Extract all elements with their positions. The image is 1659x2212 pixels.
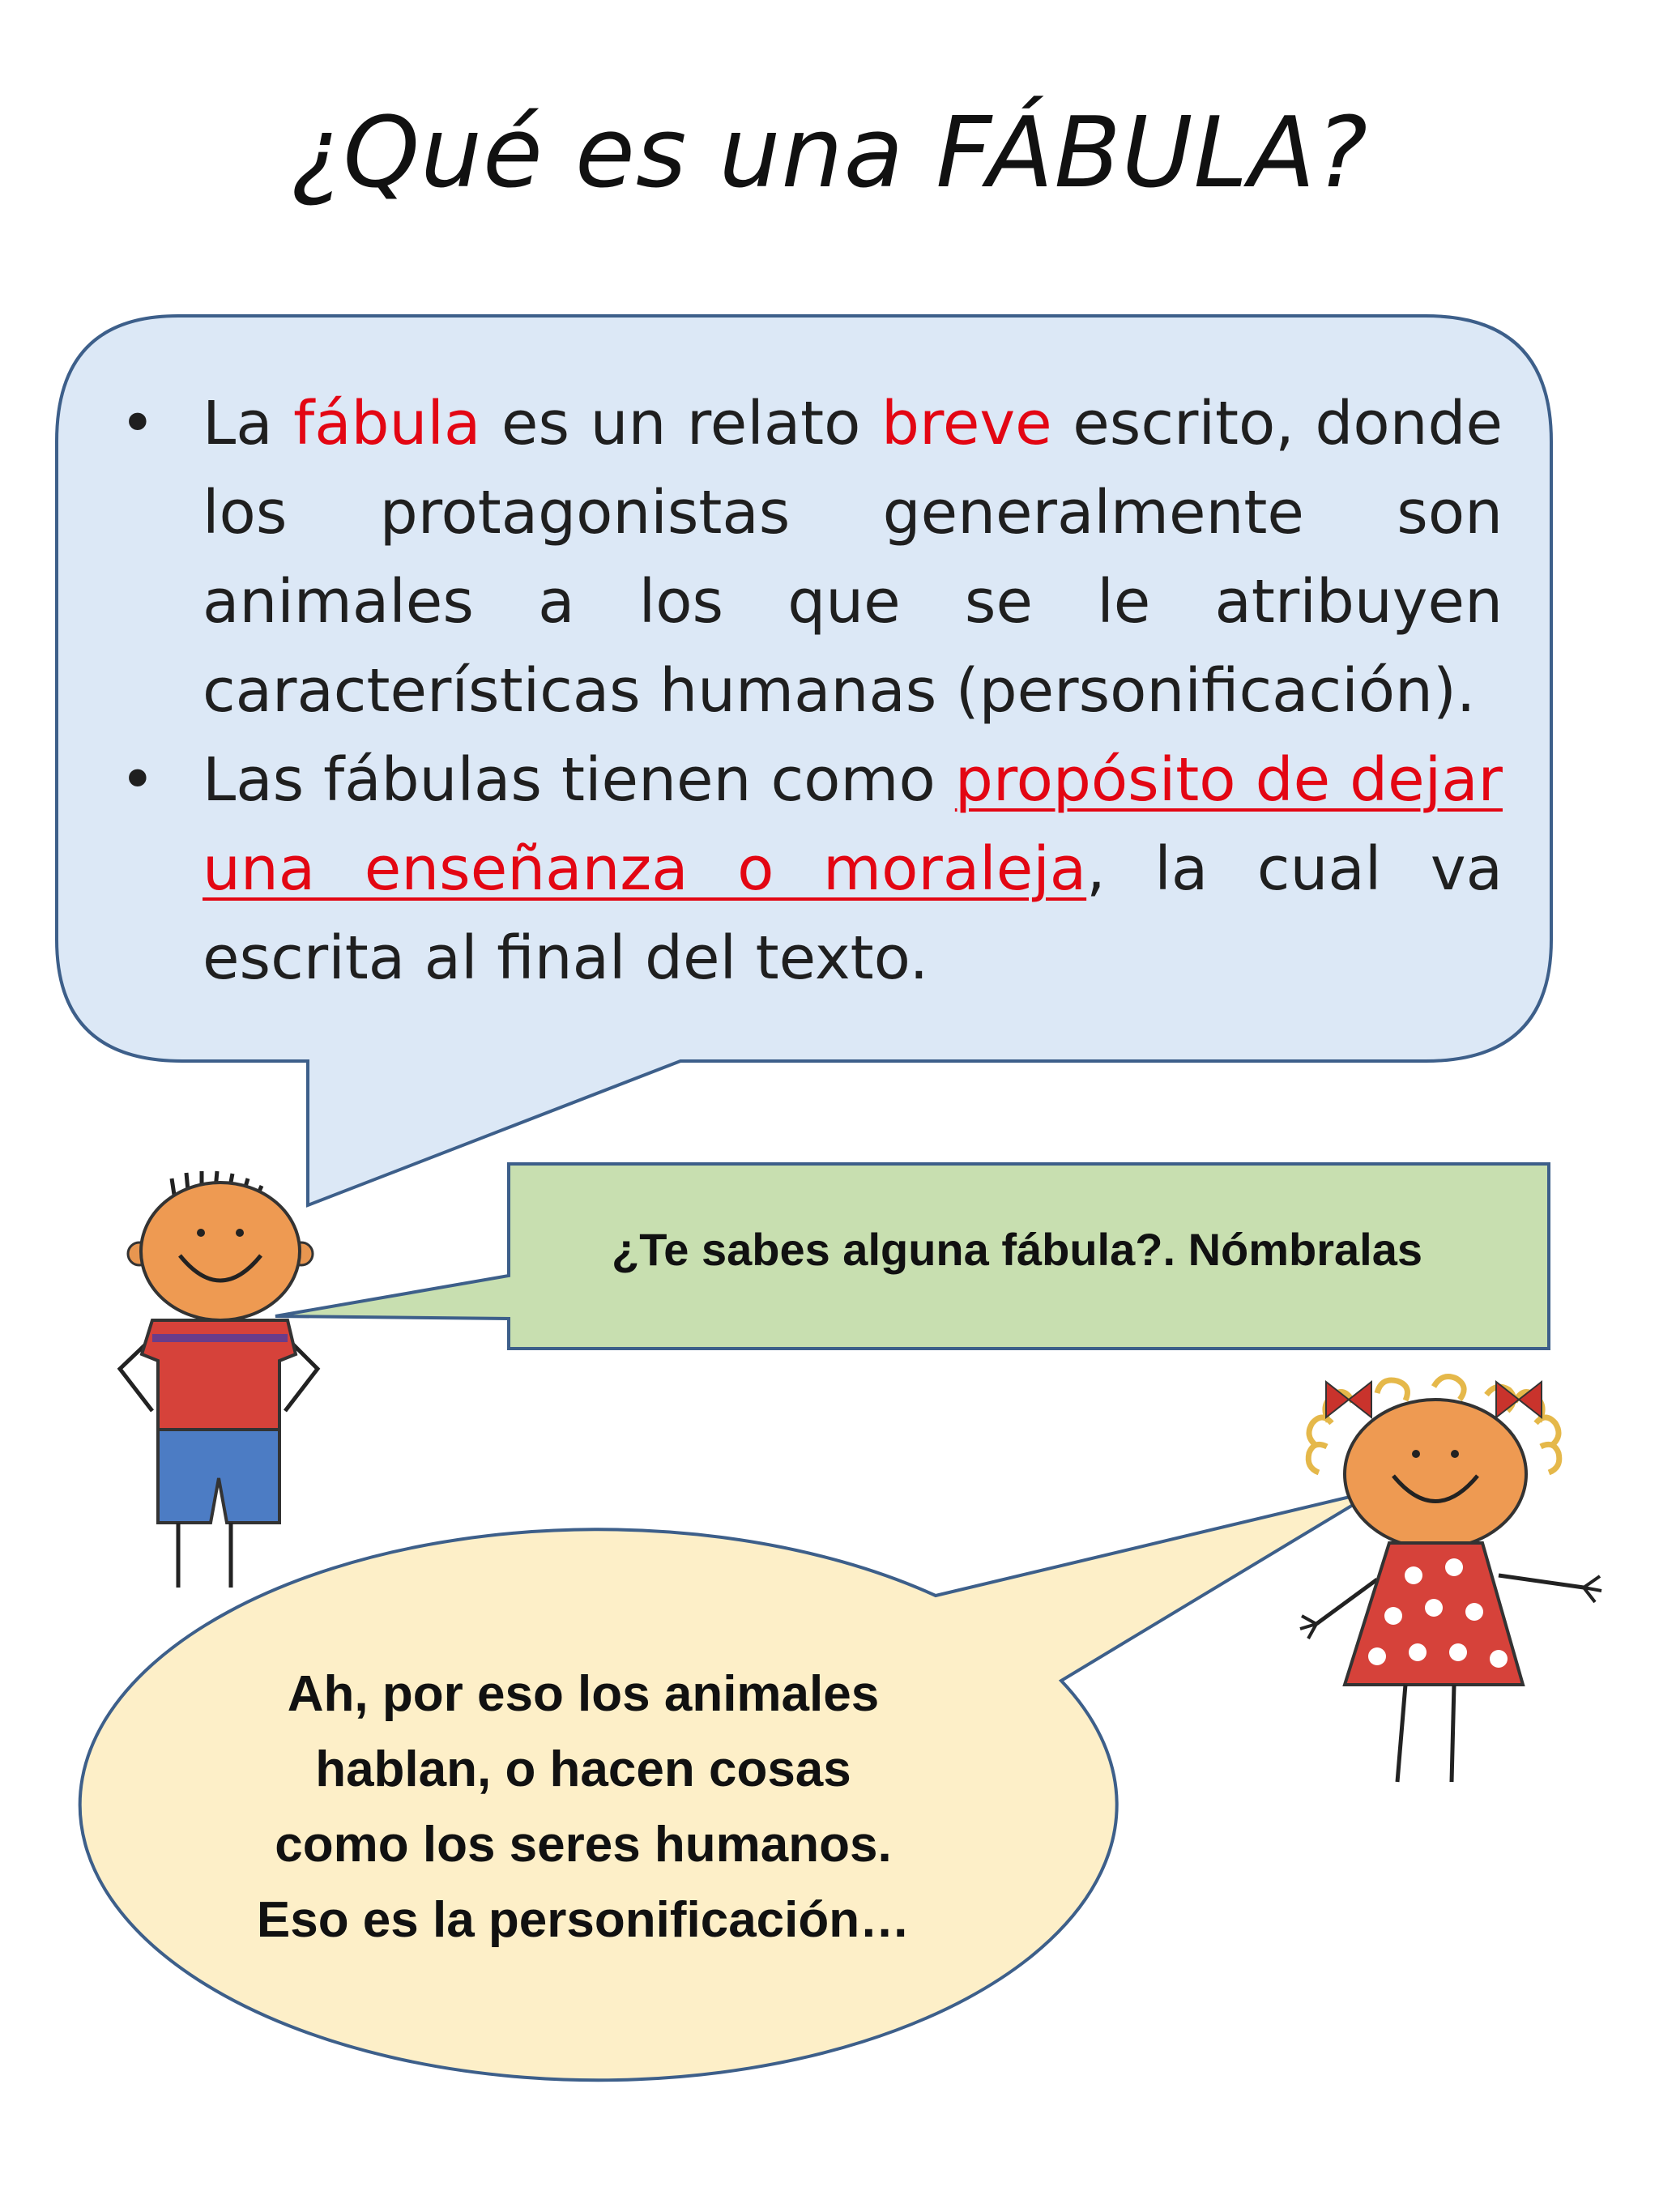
boy-illustration [120, 1171, 318, 1588]
definition-list [105, 379, 1503, 1003]
highlight-proposito: propósito de dejar una enseñanza o moraleja [203, 745, 1503, 904]
bullet-definition [105, 379, 1503, 735]
girl-illustration [1300, 1377, 1601, 1782]
bullet1-text-1: La [203, 389, 273, 458]
bullet-purpose [105, 735, 1503, 1003]
bullet-icon: • [120, 389, 156, 458]
page-title: ¿Qué es una FÁBULA? [290, 97, 1369, 210]
bullet1-text-2: es un relato [501, 389, 861, 458]
bullet-icon: • [120, 745, 156, 815]
highlight-fabula: fábula [293, 389, 481, 458]
answer-text [178, 1656, 988, 1958]
bullet2-text-2: , la cual va escrita al final del texto. [203, 834, 1503, 993]
answer-line-4: Eso es la personificación… [256, 1892, 911, 1948]
bullet2-text-1: Las fábulas tienen como [203, 745, 936, 815]
answer-line-1: Ah, por eso los animales [287, 1666, 880, 1722]
answer-line-2: hablan, o hacen cosas [315, 1741, 851, 1797]
bullet1-text-3: escrito, donde los protagonistas generalmente son animales a los que se le atribuyen características humanas (personificación). [203, 389, 1503, 726]
answer-line-3: como los seres humanos. [275, 1817, 892, 1873]
highlight-breve: breve [881, 389, 1052, 458]
question-text: ¿Te sabes alguna fábula?. Nómbralas [612, 1224, 1422, 1275]
